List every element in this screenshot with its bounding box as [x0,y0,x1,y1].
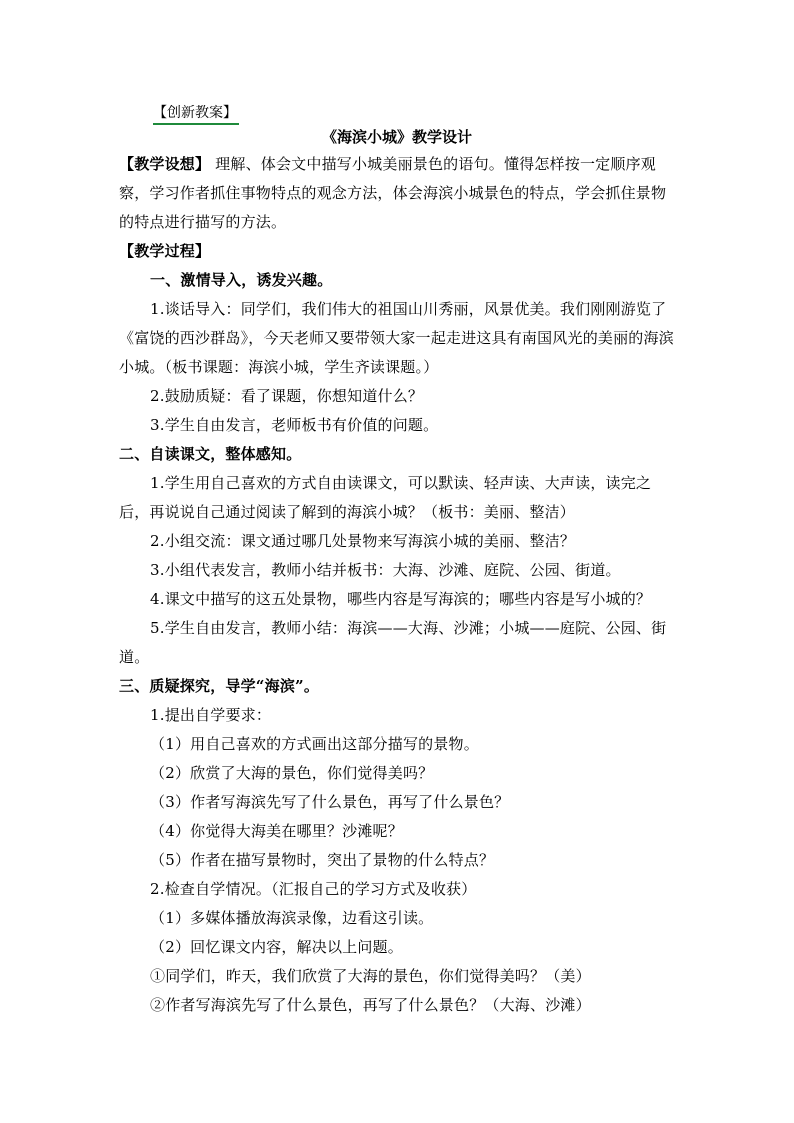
teaching-idea-label: 【教学设想】 [119,155,211,173]
section-2-p2: 2.小组交流：课文通过哪几处景物来写海滨小城的美丽、整洁？ [150,532,576,550]
section-2-p5: 5.学生自由发言，教师小结：海滨——大海、沙滩；小城——庭院、公园、街道。 [119,619,667,666]
section-3-q3: （3）作者写海滨先写了什么景色，再写了什么景色？ [150,793,510,811]
section-3-a2: ②作者写海滨先写了什么景色，再写了什么景色？（大海、沙滩） [150,996,591,1014]
section-3-p1: 1.提出自学要求： [150,706,272,724]
section-3-c2: （2）回忆课文内容，解决以上问题。 [150,938,403,956]
section-3-q5: （5）作者在描写景物时，突出了景物的什么特点？ [150,851,495,869]
doc-tag: 【创新教案】 [153,104,239,125]
section-2-p1: 1.学生用自己喜欢的方式自由读课文，可以默读、轻声读、大声读，读完之后，再说说自己通过阅读了解到的海滨小城？（板书：美丽、整洁） [119,474,652,521]
section-3-q2: （2）欣赏了大海的景色，你们觉得美吗？ [150,764,434,782]
section-3-p2: 2.检查自学情况。（汇报自己的学习方式及收获） [150,880,477,898]
section-3-q4: （4）你觉得大海美在哪里？沙滩呢？ [150,822,403,840]
section-1-p2: 2.鼓励质疑：看了课题，你想知道什么？ [150,387,424,405]
section-2-heading: 二、自读课文，整体感知。 [119,445,302,463]
section-3-q1: （1）用自己喜欢的方式画出这部分描写的景物。 [150,735,479,753]
section-3-c1: （1）多媒体播放海滨录像，边看这引读。 [150,909,434,927]
teaching-idea [119,150,681,237]
section-1-p1: 1.谈话导入：同学们，我们伟大的祖国山川秀丽，风景优美。我们刚刚游览了《富饶的西沙群岛》，今天老师又要带领大家一起走进这具有南国风光的美丽的海滨小城。（板书课题：海滨小城，学生齐读课题。） [119,300,674,376]
section-1-p3: 3.学生自由发言，老师板书有价值的问题。 [150,416,439,434]
section-1-heading: 一、激情导入，诱发兴趣。 [150,271,333,289]
section-2-p4: 4.课文中描写的这五处景物，哪些内容是写海滨的；哪些内容是写小城的？ [150,590,652,608]
section-2-p3: 3.小组代表发言，教师小结并板书：大海、沙滩、庭院、公园、街道。 [150,561,621,579]
doc-title: 《海滨小城》教学设计 [321,128,472,146]
section-3-a1: ①同学们，昨天，我们欣赏了大海的景色，你们觉得美吗？（美） [150,967,591,985]
teaching-process-label: 【教学过程】 [119,242,211,260]
teaching-idea-text: 理解、体会文中描写小城美丽景色的语句。懂得怎样按一定顺序观察，学习作者抓住事物特点的观念方法，体会海滨小城景色的特点，学会抓住景物的特点进行描写的方法。 [119,155,667,231]
section-3-heading: 三、质疑探究，导学“海滨”。 [119,677,320,695]
doc-body [119,150,681,1020]
